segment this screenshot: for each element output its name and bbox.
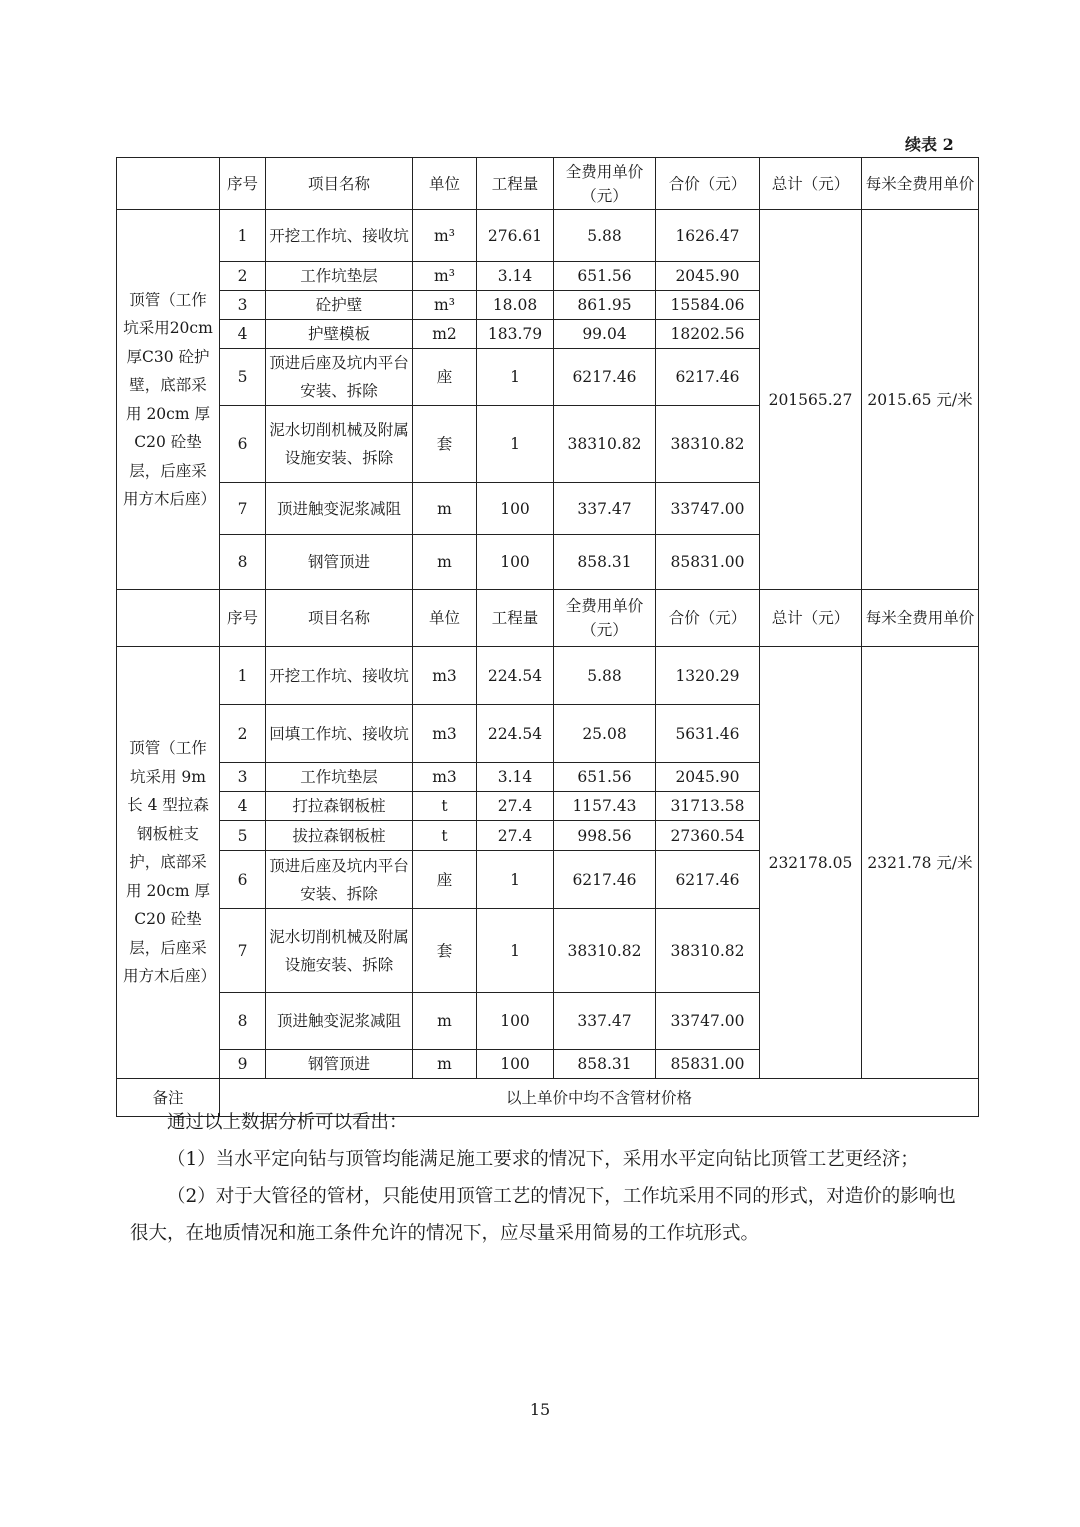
row-unit: 套	[413, 406, 477, 483]
header-row	[117, 590, 979, 647]
row-seq: 6	[220, 851, 266, 909]
row-qty: 224.54	[477, 705, 554, 763]
row-unit-price: 38310.82	[554, 909, 656, 993]
header-qty: 工程量	[477, 158, 554, 210]
paragraph: （2）对于大管径的管材，只能使用顶管工艺的情况下，工作坑采用不同的形式，对造价的影响也很大，在地质情况和施工条件允许的情况下，应尽量采用简易的工作坑形式。	[130, 1186, 956, 1244]
header-total: 总计（元）	[760, 158, 862, 210]
group-label: 顶管（工作坑采用 9m 长 4 型拉森钢板桩支护，底部采用 20cm 厚C20 砼垫层，后座采用方木后座）	[117, 647, 220, 1079]
row-name: 砼护壁	[266, 291, 413, 320]
row-unit-price: 5.88	[554, 647, 656, 705]
row-unit: m3	[413, 705, 477, 763]
row-seq: 7	[220, 483, 266, 535]
row-qty: 224.54	[477, 647, 554, 705]
remark-label: 备注	[117, 1079, 220, 1117]
row-unit: 座	[413, 349, 477, 406]
row-qty: 1	[477, 406, 554, 483]
paragraph: 通过以上数据分析可以看出：	[167, 1112, 408, 1133]
row-unit-price: 1157.43	[554, 792, 656, 821]
header-unit-price: 全费用单价（元）	[554, 158, 656, 210]
row-name: 开挖工作坑、接收坑	[266, 210, 413, 262]
paragraph: （1）当水平定向钻与顶管均能满足施工要求的情况下，采用水平定向钻比顶管工艺更经济；	[167, 1149, 919, 1170]
row-seq: 5	[220, 821, 266, 851]
group-label: 顶管（工作坑采用20cm 厚C30 砼护壁，底部采用 20cm 厚C20 砼垫层，后座采用方木后座）	[117, 210, 220, 590]
header-total: 总计（元）	[760, 590, 862, 647]
row-name: 回填工作坑、接收坑	[266, 705, 413, 763]
row-unit-price: 651.56	[554, 763, 656, 792]
group-total: 201565.27	[760, 210, 862, 590]
row-seq: 3	[220, 291, 266, 320]
row-amount: 2045.90	[656, 763, 760, 792]
row-qty: 27.4	[477, 792, 554, 821]
row-amount: 1626.47	[656, 210, 760, 262]
row-unit-price: 6217.46	[554, 851, 656, 909]
row-qty: 27.4	[477, 821, 554, 851]
row-seq: 9	[220, 1050, 266, 1079]
row-seq: 2	[220, 262, 266, 291]
row-name: 工作坑垫层	[266, 262, 413, 291]
row-unit-price: 858.31	[554, 535, 656, 590]
row-amount: 27360.54	[656, 821, 760, 851]
header-amount: 合价（元）	[656, 590, 760, 647]
row-amount: 5631.46	[656, 705, 760, 763]
row-name: 顶进后座及坑内平台安装、拆除	[266, 851, 413, 909]
row-seq: 7	[220, 909, 266, 993]
row-qty: 1	[477, 851, 554, 909]
remark-text: 以上单价中均不含管材价格	[220, 1079, 979, 1117]
row-unit-price: 337.47	[554, 993, 656, 1050]
header-row	[117, 158, 979, 210]
row-name: 泥水切削机械及附属设施安装、拆除	[266, 406, 413, 483]
row-name: 顶进触变泥浆减阻	[266, 993, 413, 1050]
header-unit: 单位	[413, 590, 477, 647]
row-seq: 5	[220, 349, 266, 406]
header-seq: 序号	[220, 158, 266, 210]
row-unit: m³	[413, 262, 477, 291]
row-unit: m³	[413, 210, 477, 262]
row-amount: 6217.46	[656, 349, 760, 406]
row-qty: 100	[477, 993, 554, 1050]
row-unit: m	[413, 993, 477, 1050]
row-name: 开挖工作坑、接收坑	[266, 647, 413, 705]
header-name: 项目名称	[266, 158, 413, 210]
row-name: 护壁模板	[266, 320, 413, 349]
table-row	[117, 210, 979, 262]
row-name: 钢管顶进	[266, 1050, 413, 1079]
row-unit: m³	[413, 291, 477, 320]
row-unit: m	[413, 535, 477, 590]
row-qty: 183.79	[477, 320, 554, 349]
row-seq: 4	[220, 320, 266, 349]
header-amount: 合价（元）	[656, 158, 760, 210]
row-amount: 15584.06	[656, 291, 760, 320]
row-unit: t	[413, 792, 477, 821]
header-unit: 单位	[413, 158, 477, 210]
row-unit: 套	[413, 909, 477, 993]
row-unit: 座	[413, 851, 477, 909]
row-amount: 85831.00	[656, 1050, 760, 1079]
row-seq: 1	[220, 210, 266, 262]
group-total: 232178.05	[760, 647, 862, 1079]
row-name: 打拉森钢板桩	[266, 792, 413, 821]
header-per-meter: 每米全费用单价	[862, 158, 979, 210]
row-unit-price: 337.47	[554, 483, 656, 535]
row-name: 工作坑垫层	[266, 763, 413, 792]
row-unit-price: 5.88	[554, 210, 656, 262]
row-qty: 100	[477, 1050, 554, 1079]
header-qty: 工程量	[477, 590, 554, 647]
row-unit-price: 861.95	[554, 291, 656, 320]
row-seq: 8	[220, 535, 266, 590]
row-amount: 38310.82	[656, 406, 760, 483]
header-name: 项目名称	[266, 590, 413, 647]
row-amount: 6217.46	[656, 851, 760, 909]
group-per-meter: 2321.78 元/米	[862, 647, 979, 1079]
row-seq: 8	[220, 993, 266, 1050]
row-amount: 38310.82	[656, 909, 760, 993]
row-unit: t	[413, 821, 477, 851]
row-unit-price: 651.56	[554, 262, 656, 291]
row-seq: 1	[220, 647, 266, 705]
header-blank-cell	[117, 590, 220, 647]
row-qty: 1	[477, 349, 554, 406]
row-qty: 1	[477, 909, 554, 993]
table-row	[117, 647, 979, 705]
cost-table	[116, 157, 979, 1117]
row-name: 顶进后座及坑内平台安装、拆除	[266, 349, 413, 406]
row-name: 钢管顶进	[266, 535, 413, 590]
table-body	[117, 158, 979, 1117]
table-caption: 续表 2	[905, 135, 954, 154]
header-seq: 序号	[220, 590, 266, 647]
row-amount: 1320.29	[656, 647, 760, 705]
group-per-meter: 2015.65 元/米	[862, 210, 979, 590]
row-unit: m	[413, 483, 477, 535]
row-qty: 3.14	[477, 262, 554, 291]
row-amount: 2045.90	[656, 262, 760, 291]
row-qty: 100	[477, 483, 554, 535]
row-amount: 85831.00	[656, 535, 760, 590]
row-unit-price: 6217.46	[554, 349, 656, 406]
row-name: 顶进触变泥浆减阻	[266, 483, 413, 535]
row-qty: 18.08	[477, 291, 554, 320]
row-unit: m3	[413, 647, 477, 705]
row-amount: 33747.00	[656, 993, 760, 1050]
row-qty: 3.14	[477, 763, 554, 792]
header-blank-cell	[117, 158, 220, 210]
row-name: 拔拉森钢板桩	[266, 821, 413, 851]
row-unit-price: 858.31	[554, 1050, 656, 1079]
row-unit-price: 99.04	[554, 320, 656, 349]
header-unit-price: 全费用单价（元）	[554, 590, 656, 647]
row-amount: 18202.56	[656, 320, 760, 349]
page-number: 15	[529, 1400, 551, 1419]
row-amount: 31713.58	[656, 792, 760, 821]
row-amount: 33747.00	[656, 483, 760, 535]
row-unit: m3	[413, 763, 477, 792]
row-unit-price: 25.08	[554, 705, 656, 763]
row-qty: 100	[477, 535, 554, 590]
row-unit: m2	[413, 320, 477, 349]
row-seq: 6	[220, 406, 266, 483]
row-qty: 276.61	[477, 210, 554, 262]
row-seq: 3	[220, 763, 266, 792]
row-seq: 2	[220, 705, 266, 763]
row-name: 泥水切削机械及附属设施安装、拆除	[266, 909, 413, 993]
row-unit-price: 38310.82	[554, 406, 656, 483]
row-unit: m	[413, 1050, 477, 1079]
row-unit-price: 998.56	[554, 821, 656, 851]
header-per-meter: 每米全费用单价	[862, 590, 979, 647]
row-seq: 4	[220, 792, 266, 821]
